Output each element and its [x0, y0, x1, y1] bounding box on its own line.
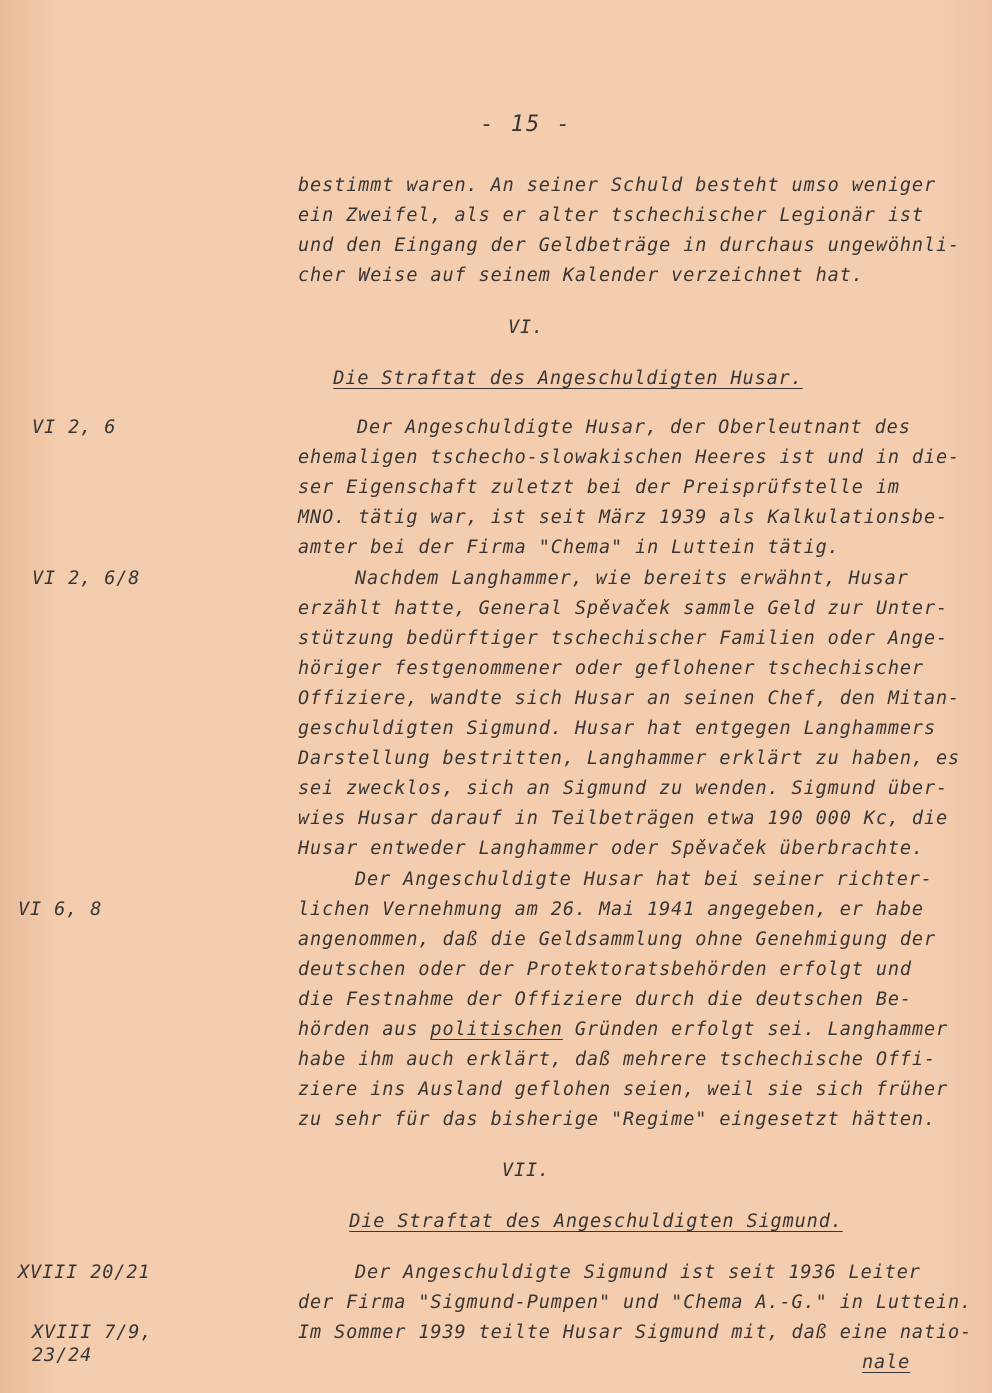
text-line: cher Weise auf seinem Kalender verzeichnet hat. — [298, 265, 864, 286]
text-line: geschuldigten Sigmund. Husar hat entgegen Langhammers — [298, 718, 937, 739]
margin-reference: XVIII 7/9, — [32, 1322, 153, 1343]
text-line: stützung bedürftiger tschechischer Familien oder Ange- — [298, 628, 949, 649]
catchword-text: nale — [862, 1352, 911, 1373]
text-line: bestimmt waren. An seiner Schuld besteht umso weniger — [298, 175, 937, 196]
text-line: ehemaligen tschecho-slowakischen Heeres ist und in die- — [298, 447, 961, 468]
text-line: ziere ins Ausland geflohen seien, weil sie sich früher — [298, 1079, 949, 1100]
text-line: deutschen oder der Protektoratsbehörden erfolgt und — [298, 959, 912, 980]
text-line: erzählt hatte, General Spěvaček sammle Geld zur Unter- — [298, 598, 949, 619]
text-line: der Firma "Sigmund-Pumpen" und "Chema A.-G." in Luttein. — [298, 1292, 973, 1313]
text-line: wies Husar darauf in Teilbeträgen etwa 190 000 Kc, die — [298, 808, 949, 829]
text-line: MNO. tätig war, ist seit März 1939 als Kalkulationsbe- — [298, 507, 949, 528]
text-segment: hörden aus — [298, 1019, 431, 1040]
text-line: Nachdem Langhammer, wie bereits erwähnt, Husar — [355, 568, 909, 589]
section-heading-text: Die Straftat des Angeschuldigten Sigmund. — [349, 1211, 843, 1232]
text-line: höriger festgenommener oder geflohener tschechischer — [298, 658, 924, 679]
section-heading — [72, 368, 992, 389]
text-line: sei zwecklos, sich an Sigmund zu wenden. Sigmund über- — [298, 778, 949, 799]
section-heading — [100, 1211, 992, 1232]
text-line — [298, 1019, 948, 1040]
text-line: Der Angeschuldigte Sigmund ist seit 1936 Leiter — [355, 1262, 921, 1283]
catchword — [862, 1352, 910, 1373]
margin-reference: VI 6, 8 — [18, 899, 103, 920]
text-line: habe ihm auch erklärt, daß mehrere tschechische Offi- — [298, 1049, 937, 1070]
text-line: angenommen, daß die Geldsammlung ohne Genehmigung der — [298, 929, 937, 950]
text-line: und den Eingang der Geldbeträge in durchaus ungewöhnli- — [298, 235, 961, 256]
text-line: Der Angeschuldigte Husar hat bei seiner richter- — [355, 869, 933, 890]
section-numeral: VI. — [507, 317, 545, 338]
margin-reference: VI 2, 6/8 — [32, 568, 141, 589]
text-line: Der Angeschuldigte Husar, der Oberleutnant des — [357, 417, 911, 438]
text-line: ser Eigenschaft zuletzt bei der Preisprüfstelle im — [298, 477, 900, 498]
text-line: Im Sommer 1939 teilte Husar Sigmund mit, daß eine natio- — [298, 1322, 973, 1343]
margin-reference: 23/24 — [32, 1345, 93, 1366]
text-line: Offiziere, wandte sich Husar an seinen Chef, den Mitan- — [298, 688, 961, 709]
underlined-word: politischen — [430, 1019, 563, 1040]
text-line: zu sehr für das bisherige "Regime" eingesetzt hätten. — [298, 1109, 937, 1130]
text-line: die Festnahme der Offiziere durch die deutschen Be- — [298, 989, 912, 1010]
section-heading-text: Die Straftat des Angeschuldigten Husar. — [333, 368, 803, 389]
margin-reference: VI 2, 6 — [32, 417, 117, 438]
text-line: Darstellung bestritten, Langhammer erklärt zu haben, es — [298, 748, 961, 769]
text-line: amter bei der Firma "Chema" in Luttein tätig. — [298, 537, 840, 558]
section-numeral: VII. — [501, 1160, 551, 1181]
text-line: Husar entweder Langhammer oder Spěvaček überbrachte. — [298, 838, 924, 859]
page-number: - 15 - — [480, 112, 572, 137]
text-segment: Gründen erfolgt sei. Langhammer — [562, 1019, 949, 1040]
text-line: ein Zweifel, als er alter tschechischer Legionär ist — [298, 205, 924, 226]
margin-reference: XVIII 20/21 — [18, 1262, 151, 1283]
text-line: lichen Vernehmung am 26. Mai 1941 angegeben, er habe — [298, 899, 924, 920]
